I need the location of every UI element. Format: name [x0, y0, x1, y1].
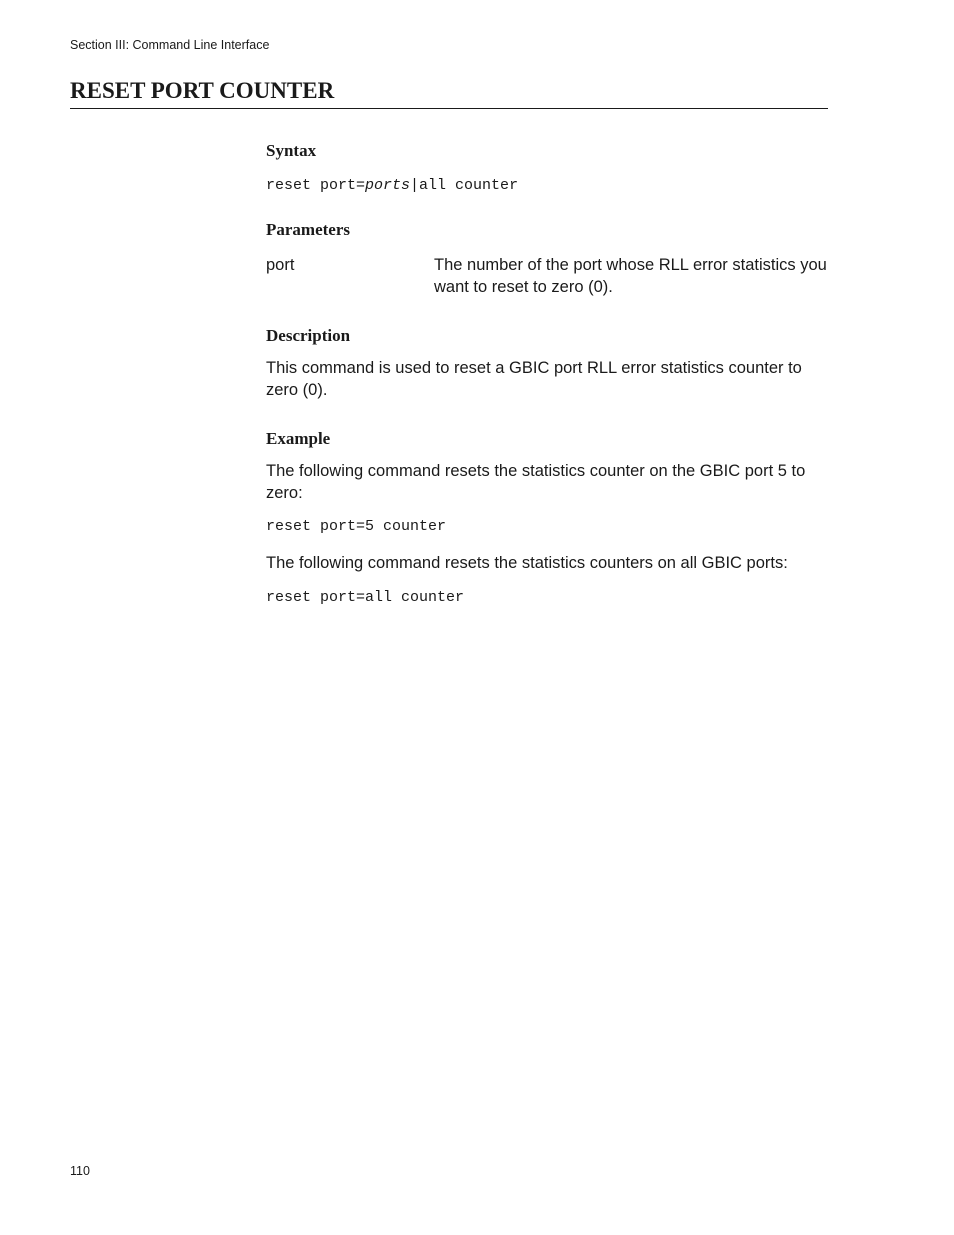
page-number: 110 [70, 1164, 90, 1178]
example-code-1: reset port=5 counter [266, 518, 447, 535]
running-header: Section III: Command Line Interface [70, 38, 270, 52]
syntax-prefix: reset port= [266, 177, 366, 194]
syntax-heading: Syntax [266, 141, 317, 160]
description-heading: Description [266, 326, 351, 345]
example-intro-2: The following command resets the statistics counters on all GBIC ports: [266, 554, 788, 572]
example-intro-1: The following command resets the statistics counter on the GBIC port 5 to zero: [266, 462, 806, 502]
parameter-description: The number of the port whose RLL error statistics you want to reset to zero (0). [434, 256, 827, 296]
parameters-heading: Parameters [266, 220, 351, 239]
syntax-suffix: |all counter [410, 177, 519, 194]
description-text: This command is used to reset a GBIC port RLL error statistics counter to zero (0). [266, 359, 802, 399]
page-title: RESET PORT COUNTER [70, 78, 828, 109]
parameter-name: port [266, 256, 295, 274]
example-heading: Example [266, 429, 331, 448]
syntax-variable: ports [365, 177, 411, 194]
syntax-code [266, 177, 518, 194]
example-code-2: reset port=all counter [266, 589, 465, 606]
